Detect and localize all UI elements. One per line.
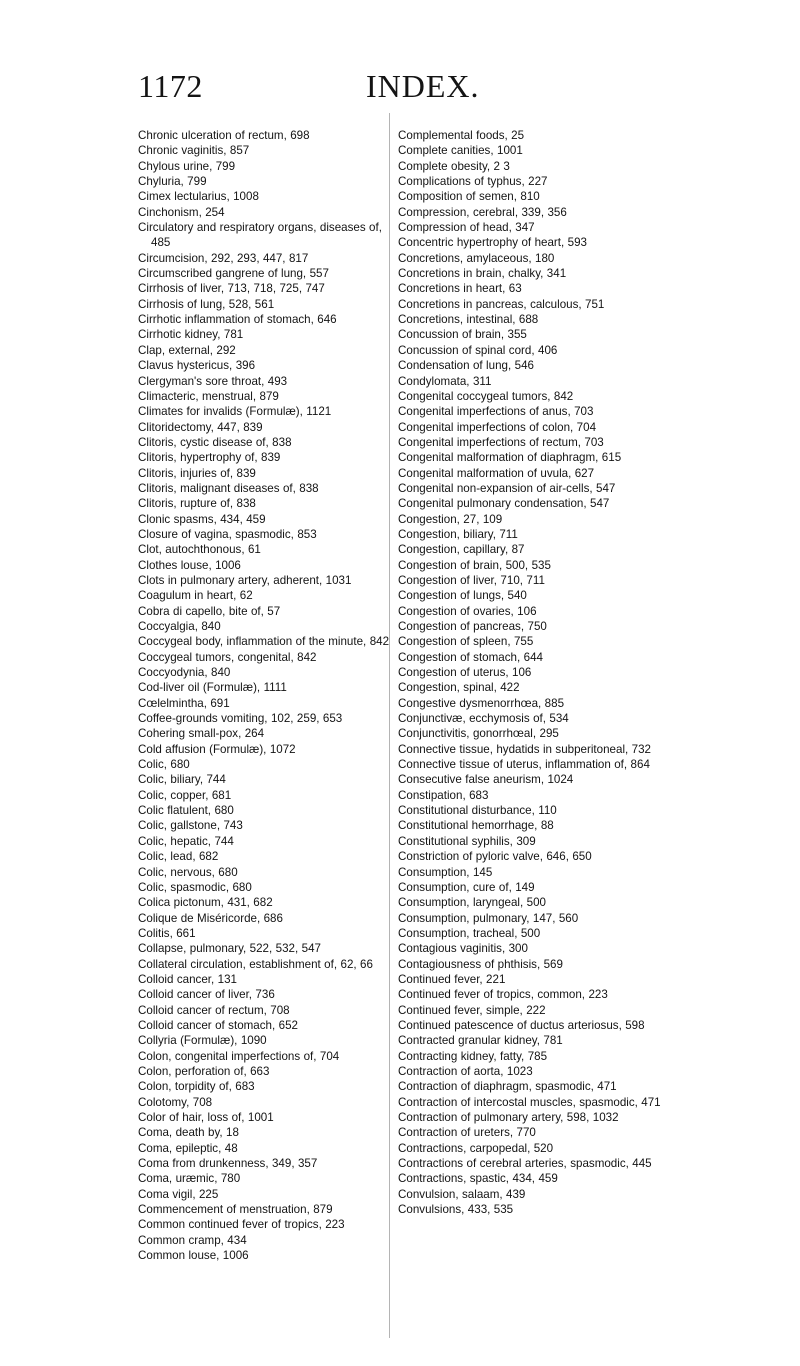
index-entry: Contractions, spastic, 434, 459 [398, 1172, 558, 1186]
index-entry: Colon, congenital imperfections of, 704 [138, 1049, 340, 1063]
index-entry: Cœlelmintha, 691 [138, 696, 230, 710]
index-entry: Concretions, amylaceous, 180 [398, 251, 555, 265]
index-entry: Congenital imperfections of colon, 704 [398, 420, 597, 434]
index-entry: Congestion, capillary, 87 [398, 543, 525, 557]
index-entry: Colic, copper, 681 [138, 788, 232, 802]
index-entry: Congenital imperfections of anus, 703 [398, 405, 594, 419]
index-entry: Complications of typhus, 227 [398, 175, 548, 189]
index-entry: Cod-liver oil (Formulæ), 1111 [138, 681, 287, 695]
index-column-left [138, 128, 390, 1263]
index-entry: Chronic ulceration of rectum, 698 [138, 129, 310, 142]
index-entry: Clothes louse, 1006 [138, 558, 241, 572]
index-entry: Contraction of diaphragm, spasmodic, 471 [398, 1080, 617, 1094]
index-entry: Colloid cancer, 131 [138, 972, 238, 986]
index-entry: Complete obesity, 2 3 [398, 159, 510, 173]
index-column-right [398, 128, 668, 1217]
index-entry: Congenital non-expansion of air-cells, 547 [398, 481, 616, 495]
index-entry: Constitutional syphilis, 309 [398, 834, 536, 848]
index-entry: Colica pictonum, 431, 682 [138, 896, 273, 910]
index-entry: Colitis, 661 [138, 926, 196, 940]
index-entry: Cold affusion (Formulæ), 1072 [138, 742, 296, 756]
index-entry: Congestion of lungs, 540 [398, 589, 527, 603]
index-entry: Congestion of brain, 500, 535 [398, 558, 551, 572]
index-entry: Congenital malformation of uvula, 627 [398, 466, 595, 480]
index-entry: Coma, epileptic, 48 [138, 1141, 238, 1155]
index-entry: Congestion, 27, 109 [398, 512, 503, 526]
index-entry: Colloid cancer of liver, 736 [138, 988, 275, 1002]
index-entry: Contraction of ureters, 770 [398, 1126, 536, 1140]
index-entry: Consumption, 145 [398, 865, 493, 879]
index-entry: Cirrhotic inflammation of stomach, 646 [138, 313, 337, 327]
index-entry: Continued patescence of ductus arteriosus, 598 [398, 1018, 645, 1032]
index-entry: Clavus hystericus, 396 [138, 359, 256, 373]
index-entry: Contraction of aorta, 1023 [398, 1064, 533, 1078]
index-entry: Congenital imperfections of rectum, 703 [398, 435, 604, 449]
index-entry: Colloid cancer of rectum, 708 [138, 1003, 290, 1017]
index-entry: Common continued fever of tropics, 223 [138, 1218, 345, 1232]
index-entry: Composition of semen, 810 [398, 190, 540, 204]
index-entry: Congestion of ovaries, 106 [398, 604, 537, 618]
index-entry: Collateral circulation, establishment of, 62, 66 [138, 957, 373, 971]
index-entry: Colic, spasmodic, 680 [138, 880, 252, 894]
index-entry: Congestion, spinal, 422 [398, 681, 520, 695]
index-entry: Coma from drunkenness, 349, 357 [138, 1157, 318, 1171]
index-entry: Congestion of spleen, 755 [398, 635, 534, 649]
index-entry: Continued fever, simple, 222 [398, 1003, 546, 1017]
index-entry: Constipation, 683 [398, 788, 489, 802]
index-entry: Clitoris, cystic disease of, 838 [138, 435, 292, 449]
index-entry: Clots in pulmonary artery, adherent, 1031 [138, 573, 352, 587]
index-entry: Coffee-grounds vomiting, 102, 259, 653 [138, 712, 343, 726]
index-entry: Connective tissue, hydatids in subperitoneal, 732 [398, 742, 651, 756]
index-entry: Condensation of lung, 546 [398, 359, 534, 373]
index-entry: Consumption, cure of, 149 [398, 880, 535, 894]
index-entry: Climates for invalids (Formulæ), 1121 [138, 405, 332, 419]
index-entry: Circulatory and respiratory organs, diseases of, 485 [138, 221, 382, 250]
index-entry: Constriction of pyloric valve, 646, 650 [398, 850, 592, 864]
index-entry: Complemental foods, 25 [398, 129, 525, 142]
index-entry: Concretions in pancreas, calculous, 751 [398, 297, 605, 311]
index-entry: Common cramp, 434 [138, 1233, 247, 1247]
page-title: INDEX. [366, 68, 480, 104]
index-entry: Colic, nervous, 680 [138, 865, 238, 879]
index-entry: Chylous urine, 799 [138, 159, 236, 173]
index-entry: Consecutive false aneurism, 1024 [398, 773, 574, 787]
index-entry: Contraction of intercostal muscles, spasmodic, 471 [398, 1095, 661, 1109]
index-entry: Continued fever of tropics, common, 223 [398, 988, 608, 1002]
index-entry: Congestion of uterus, 106 [398, 666, 532, 680]
page-header [0, 66, 800, 110]
index-entry: Conjunctivitis, gonorrhœal, 295 [398, 727, 559, 741]
index-entry: Colon, perforation of, 663 [138, 1064, 270, 1078]
index-entry: Climacteric, menstrual, 879 [138, 389, 279, 403]
index-entry: Cimex lectularius, 1008 [138, 190, 259, 204]
page-number: 1172 [138, 68, 203, 104]
index-entry: Clitoris, injuries of, 839 [138, 466, 256, 480]
index-entry: Cirrhosis of liver, 713, 718, 725, 747 [138, 282, 325, 296]
index-entry: Congestion of stomach, 644 [398, 650, 543, 664]
index-entry: Cirrhotic kidney, 781 [138, 328, 244, 342]
index-entry: Clap, external, 292 [138, 343, 236, 357]
index-entry: Clitoris, rupture of, 838 [138, 497, 256, 511]
index-entry: Contraction of pulmonary artery, 598, 1032 [398, 1111, 619, 1124]
index-entry: Consumption, tracheal, 500 [398, 926, 541, 940]
index-entry: Congestive dysmenorrhœa, 885 [398, 696, 565, 710]
index-entry: Cinchonism, 254 [138, 205, 225, 219]
index-entry: Color of hair, loss of, 1001 [138, 1111, 274, 1124]
index-entry: Colotomy, 708 [138, 1095, 213, 1109]
index-entry: Colique de Miséricorde, 686 [138, 911, 283, 925]
index-entry: Cobra di capello, bite of, 57 [138, 604, 281, 618]
index-entry: Contracted granular kidney, 781 [398, 1034, 563, 1048]
index-entry: Convulsion, salaam, 439 [398, 1187, 526, 1201]
index-entry: Chyluria, 799 [138, 175, 207, 189]
index-entry: Complete canities, 1001 [398, 144, 523, 158]
index-entry: Chronic vaginitis, 857 [138, 144, 250, 158]
index-entry: Coccyalgia, 840 [138, 620, 221, 633]
index-entry: Clergyman's sore throat, 493 [138, 374, 288, 388]
index-entry: Condylomata, 311 [398, 374, 492, 388]
index-entry: Conjunctivæ, ecchymosis of, 534 [398, 712, 569, 726]
index-entry: Clonic spasms, 434, 459 [138, 512, 266, 526]
index-entry: Concretions in heart, 63 [398, 282, 522, 296]
index-entry: Clitoridectomy, 447, 839 [138, 420, 263, 434]
index-entry: Consumption, pulmonary, 147, 560 [398, 911, 579, 925]
index-entry: Convulsions, 433, 535 [398, 1203, 514, 1217]
index-entry: Collyria (Formulæ), 1090 [138, 1034, 267, 1048]
index-entry: Coccygeal body, inflammation of the minute, 842 [138, 635, 390, 649]
index-entry: Consumption, laryngeal, 500 [398, 896, 546, 910]
index-entry: Concretions in brain, chalky, 341 [398, 267, 567, 281]
index-entry: Congenital pulmonary condensation, 547 [398, 497, 610, 511]
index-entry: Coma, death by, 18 [138, 1126, 239, 1140]
index-entry: Concussion of brain, 355 [398, 328, 527, 342]
index-entry: Colic, 680 [138, 758, 190, 772]
index-entry: Contagiousness of phthisis, 569 [398, 957, 563, 971]
index-entry: Colic, lead, 682 [138, 850, 219, 864]
index-entry: Coccygeal tumors, congenital, 842 [138, 650, 317, 664]
index-entry: Contractions of cerebral arteries, spasmodic, 445 [398, 1157, 652, 1171]
index-entry: Congestion of liver, 710, 711 [398, 573, 545, 587]
index-entry: Constitutional hemorrhage, 88 [398, 819, 554, 833]
index-entry: Cohering small-pox, 264 [138, 727, 265, 741]
index-entry: Concentric hypertrophy of heart, 593 [398, 236, 587, 250]
index-entry: Coma, uræmic, 780 [138, 1172, 241, 1186]
index-entry: Compression, cerebral, 339, 356 [398, 205, 567, 219]
index-entry: Clot, autochthonous, 61 [138, 543, 261, 557]
index-entry: Colic, hepatic, 744 [138, 834, 234, 848]
index-entry: Constitutional disturbance, 110 [398, 804, 557, 818]
index-entry: Colic, gallstone, 743 [138, 819, 243, 833]
index-entry: Colic, biliary, 744 [138, 773, 226, 787]
index-entry: Coma vigil, 225 [138, 1187, 219, 1201]
index-entry: Clitoris, malignant diseases of, 838 [138, 481, 319, 495]
index-entry: Coccyodynia, 840 [138, 666, 231, 680]
index-entry: Compression of head, 347 [398, 221, 535, 235]
index-entry: Contractions, carpopedal, 520 [398, 1141, 554, 1155]
index-entry: Circumcision, 292, 293, 447, 817 [138, 251, 309, 265]
index-entry: Congenital coccygeal tumors, 842 [398, 389, 574, 403]
index-entry: Connective tissue of uterus, inflammation of, 864 [398, 758, 650, 772]
index-entry: Congenital malformation of diaphragm, 615 [398, 451, 622, 465]
index-entry: Cirrhosis of lung, 528, 561 [138, 297, 275, 311]
index-entry: Collapse, pulmonary, 522, 532, 547 [138, 942, 321, 956]
index-entry: Congestion, biliary, 711 [398, 527, 518, 541]
index-entry: Colloid cancer of stomach, 652 [138, 1018, 298, 1032]
index-entry: Continued fever, 221 [398, 972, 506, 986]
index-entry: Common louse, 1006 [138, 1249, 249, 1263]
index-entry: Clitoris, hypertrophy of, 839 [138, 451, 281, 465]
index-entry: Concretions, intestinal, 688 [398, 313, 539, 327]
index-entry: Commencement of menstruation, 879 [138, 1203, 333, 1217]
index-entry: Congestion of pancreas, 750 [398, 620, 547, 633]
index-entry: Contagious vaginitis, 300 [398, 942, 528, 956]
index-entry: Closure of vagina, spasmodic, 853 [138, 527, 317, 541]
index-entry: Colic flatulent, 680 [138, 804, 234, 818]
index-entry: Coagulum in heart, 62 [138, 589, 253, 603]
index-entry: Circumscribed gangrene of lung, 557 [138, 267, 329, 281]
index-entry: Contracting kidney, fatty, 785 [398, 1049, 548, 1063]
index-entry: Colon, torpidity of, 683 [138, 1080, 255, 1094]
index-entry: Concussion of spinal cord, 406 [398, 343, 558, 357]
